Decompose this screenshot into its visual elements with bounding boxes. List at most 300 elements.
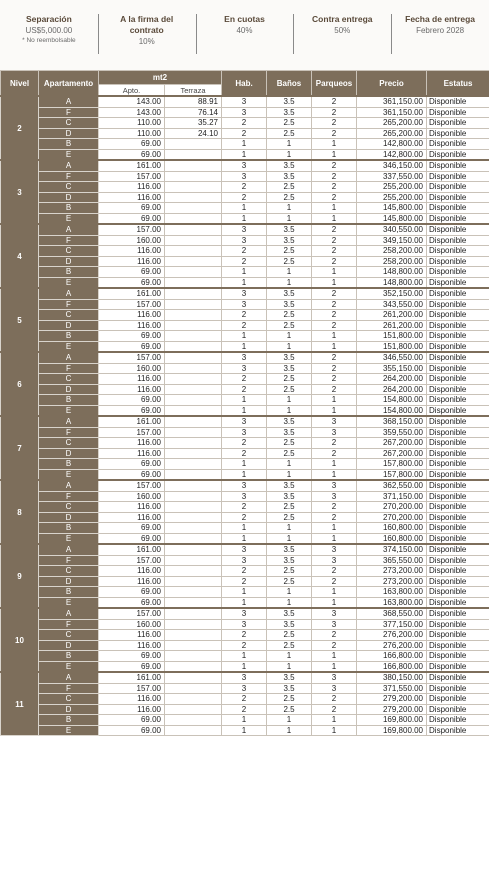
cell-apto-m2: 161.00 <box>99 544 165 555</box>
cell-hab: 2 <box>222 374 267 385</box>
cell-apartamento: A <box>39 224 99 235</box>
cell-apartamento: D <box>39 448 99 459</box>
table-row <box>1 576 489 587</box>
table-row <box>1 619 489 630</box>
cell-apartamento: F <box>39 683 99 694</box>
cell-hab: 3 <box>222 363 267 374</box>
cell-banos: 2.5 <box>267 128 312 139</box>
cell-apartamento: C <box>39 118 99 129</box>
table-row <box>1 587 489 598</box>
cell-parqueos: 1 <box>312 341 357 352</box>
cell-precio: 368,550.00 <box>357 608 427 619</box>
cell-terraza-m2: 76.14 <box>165 107 222 118</box>
table-body <box>1 96 489 736</box>
cell-apartamento: C <box>39 310 99 321</box>
cell-precio: 276,200.00 <box>357 630 427 641</box>
cell-parqueos: 2 <box>312 502 357 513</box>
cell-banos: 3.5 <box>267 619 312 630</box>
cell-parqueos: 1 <box>312 715 357 726</box>
cell-apartamento: B <box>39 715 99 726</box>
cell-banos: 3.5 <box>267 96 312 107</box>
cell-terraza-m2 <box>165 256 222 267</box>
cell-banos: 3.5 <box>267 672 312 683</box>
cell-parqueos: 2 <box>312 374 357 385</box>
cell-estatus: Disponible <box>427 331 489 342</box>
cell-apto-m2: 116.00 <box>99 640 165 651</box>
cell-precio: 265,200.00 <box>357 118 427 129</box>
cell-hab: 2 <box>222 448 267 459</box>
cell-apartamento: C <box>39 246 99 257</box>
cell-apto-m2: 116.00 <box>99 438 165 449</box>
cell-estatus: Disponible <box>427 438 489 449</box>
cell-apto-m2: 157.00 <box>99 480 165 491</box>
cell-estatus: Disponible <box>427 469 489 480</box>
cell-apartamento: B <box>39 459 99 470</box>
cell-apto-m2: 160.00 <box>99 363 165 374</box>
cell-apartamento: D <box>39 192 99 203</box>
cell-banos: 3.5 <box>267 480 312 491</box>
cell-precio: 148,800.00 <box>357 267 427 278</box>
cell-apto-m2: 157.00 <box>99 171 165 182</box>
term-label: Contra entrega <box>312 14 373 24</box>
cell-precio: 151,800.00 <box>357 331 427 342</box>
cell-apartamento: F <box>39 555 99 566</box>
cell-parqueos: 3 <box>312 416 357 427</box>
cell-apto-m2: 69.00 <box>99 341 165 352</box>
cell-banos: 2.5 <box>267 566 312 577</box>
cell-banos: 1 <box>267 405 312 416</box>
cell-precio: 279,200.00 <box>357 694 427 705</box>
cell-hab: 3 <box>222 672 267 683</box>
cell-apartamento: E <box>39 213 99 224</box>
cell-apto-m2: 116.00 <box>99 320 165 331</box>
cell-terraza-m2 <box>165 182 222 193</box>
cell-banos: 3.5 <box>267 235 312 246</box>
table-row <box>1 725 489 736</box>
cell-terraza-m2 <box>165 438 222 449</box>
cell-estatus: Disponible <box>427 405 489 416</box>
cell-precio: 346,550.00 <box>357 352 427 363</box>
cell-precio: 142,800.00 <box>357 139 427 150</box>
cell-precio: 157,800.00 <box>357 469 427 480</box>
cell-precio: 349,150.00 <box>357 235 427 246</box>
cell-hab: 3 <box>222 299 267 310</box>
cell-apto-m2: 116.00 <box>99 630 165 641</box>
header-banos: Baños <box>267 71 312 97</box>
cell-apto-m2: 69.00 <box>99 533 165 544</box>
cell-parqueos: 3 <box>312 683 357 694</box>
cell-parqueos: 3 <box>312 608 357 619</box>
cell-parqueos: 2 <box>312 448 357 459</box>
cell-terraza-m2 <box>165 608 222 619</box>
cell-apto-m2: 160.00 <box>99 491 165 502</box>
cell-estatus: Disponible <box>427 107 489 118</box>
cell-banos: 1 <box>267 213 312 224</box>
cell-apto-m2: 157.00 <box>99 608 165 619</box>
term-contra-entrega <box>293 0 391 70</box>
term-value: 50% <box>334 26 351 35</box>
table-row <box>1 171 489 182</box>
cell-hab: 3 <box>222 555 267 566</box>
table-row <box>1 427 489 438</box>
cell-apartamento: B <box>39 651 99 662</box>
cell-hab: 1 <box>222 395 267 406</box>
cell-estatus: Disponible <box>427 171 489 182</box>
cell-estatus: Disponible <box>427 704 489 715</box>
cell-terraza-m2 <box>165 480 222 491</box>
header-parqueos: Parqueos <box>312 71 357 97</box>
cell-terraza-m2 <box>165 491 222 502</box>
cell-terraza-m2 <box>165 672 222 683</box>
cell-terraza-m2 <box>165 587 222 598</box>
cell-banos: 2.5 <box>267 320 312 331</box>
cell-hab: 3 <box>222 608 267 619</box>
cell-estatus: Disponible <box>427 587 489 598</box>
cell-banos: 2.5 <box>267 374 312 385</box>
term-fecha-entrega <box>391 0 489 70</box>
cell-apartamento: E <box>39 341 99 352</box>
cell-precio: 371,550.00 <box>357 683 427 694</box>
table-row <box>1 192 489 203</box>
cell-terraza-m2 <box>165 246 222 257</box>
cell-apartamento: A <box>39 608 99 619</box>
cell-terraza-m2 <box>165 512 222 523</box>
cell-terraza-m2 <box>165 320 222 331</box>
cell-hab: 1 <box>222 651 267 662</box>
cell-terraza-m2 <box>165 363 222 374</box>
cell-hab: 2 <box>222 256 267 267</box>
cell-precio: 371,150.00 <box>357 491 427 502</box>
cell-banos: 2.5 <box>267 502 312 513</box>
cell-apartamento: B <box>39 267 99 278</box>
cell-apto-m2: 69.00 <box>99 715 165 726</box>
cell-terraza-m2 <box>165 683 222 694</box>
cell-parqueos: 2 <box>312 171 357 182</box>
cell-precio: 276,200.00 <box>357 640 427 651</box>
cell-banos: 1 <box>267 277 312 288</box>
table-row <box>1 363 489 374</box>
cell-estatus: Disponible <box>427 139 489 150</box>
cell-terraza-m2 <box>165 544 222 555</box>
cell-parqueos: 1 <box>312 651 357 662</box>
cell-hab: 1 <box>222 587 267 598</box>
cell-banos: 3.5 <box>267 288 312 299</box>
cell-hab: 2 <box>222 192 267 203</box>
cell-apartamento: D <box>39 704 99 715</box>
cell-apto-m2: 69.00 <box>99 395 165 406</box>
cell-terraza-m2 <box>165 192 222 203</box>
table-row <box>1 448 489 459</box>
cell-terraza-m2 <box>165 341 222 352</box>
cell-terraza-m2 <box>165 235 222 246</box>
cell-precio: 258,200.00 <box>357 256 427 267</box>
cell-apartamento: B <box>39 203 99 214</box>
cell-precio: 255,200.00 <box>357 192 427 203</box>
cell-apartamento: C <box>39 502 99 513</box>
header-mt2: mt2 <box>99 71 222 85</box>
cell-nivel: 3 <box>1 160 39 224</box>
cell-terraza-m2 <box>165 331 222 342</box>
cell-banos: 3.5 <box>267 555 312 566</box>
cell-hab: 1 <box>222 715 267 726</box>
term-value: 40% <box>236 26 253 35</box>
cell-estatus: Disponible <box>427 288 489 299</box>
cell-nivel: 7 <box>1 416 39 480</box>
cell-precio: 270,200.00 <box>357 502 427 513</box>
cell-apto-m2: 69.00 <box>99 661 165 672</box>
table-row <box>1 597 489 608</box>
cell-banos: 1 <box>267 587 312 598</box>
cell-apto-m2: 116.00 <box>99 182 165 193</box>
cell-apartamento: D <box>39 384 99 395</box>
cell-estatus: Disponible <box>427 352 489 363</box>
cell-banos: 1 <box>267 395 312 406</box>
cell-apartamento: F <box>39 235 99 246</box>
cell-hab: 1 <box>222 661 267 672</box>
cell-apartamento: C <box>39 694 99 705</box>
cell-hab: 1 <box>222 469 267 480</box>
cell-apto-m2: 69.00 <box>99 331 165 342</box>
cell-hab: 2 <box>222 438 267 449</box>
cell-precio: 340,550.00 <box>357 224 427 235</box>
cell-estatus: Disponible <box>427 416 489 427</box>
term-separacion <box>0 0 98 70</box>
cell-parqueos: 2 <box>312 128 357 139</box>
cell-precio: 154,800.00 <box>357 405 427 416</box>
cell-precio: 258,200.00 <box>357 246 427 257</box>
cell-banos: 1 <box>267 149 312 160</box>
cell-banos: 1 <box>267 459 312 470</box>
cell-parqueos: 2 <box>312 182 357 193</box>
cell-estatus: Disponible <box>427 512 489 523</box>
header-nivel: Nivel <box>1 71 39 97</box>
cell-apto-m2: 69.00 <box>99 149 165 160</box>
cell-apartamento: F <box>39 171 99 182</box>
cell-terraza-m2 <box>165 288 222 299</box>
cell-parqueos: 3 <box>312 491 357 502</box>
cell-hab: 1 <box>222 533 267 544</box>
cell-apto-m2: 69.00 <box>99 597 165 608</box>
cell-precio: 355,150.00 <box>357 363 427 374</box>
table-row <box>1 256 489 267</box>
cell-parqueos: 2 <box>312 192 357 203</box>
cell-apto-m2: 161.00 <box>99 160 165 171</box>
table-row <box>1 384 489 395</box>
cell-terraza-m2: 35.27 <box>165 118 222 129</box>
cell-parqueos: 2 <box>312 224 357 235</box>
cell-hab: 3 <box>222 235 267 246</box>
cell-apto-m2: 69.00 <box>99 203 165 214</box>
cell-parqueos: 2 <box>312 96 357 107</box>
cell-hab: 2 <box>222 246 267 257</box>
cell-terraza-m2 <box>165 502 222 513</box>
table-row <box>1 267 489 278</box>
cell-apartamento: A <box>39 288 99 299</box>
cell-hab: 3 <box>222 352 267 363</box>
cell-apto-m2: 116.00 <box>99 448 165 459</box>
table-row <box>1 139 489 150</box>
cell-terraza-m2 <box>165 395 222 406</box>
cell-terraza-m2: 88.91 <box>165 96 222 107</box>
cell-precio: 337,550.00 <box>357 171 427 182</box>
cell-banos: 2.5 <box>267 694 312 705</box>
cell-apto-m2: 69.00 <box>99 267 165 278</box>
cell-apto-m2: 69.00 <box>99 587 165 598</box>
cell-parqueos: 1 <box>312 405 357 416</box>
cell-precio: 267,200.00 <box>357 448 427 459</box>
cell-hab: 1 <box>222 267 267 278</box>
cell-apto-m2: 116.00 <box>99 246 165 257</box>
table-row <box>1 203 489 214</box>
cell-apto-m2: 69.00 <box>99 523 165 534</box>
cell-estatus: Disponible <box>427 619 489 630</box>
cell-estatus: Disponible <box>427 395 489 406</box>
term-label: En cuotas <box>224 14 265 24</box>
cell-hab: 1 <box>222 213 267 224</box>
cell-hab: 2 <box>222 630 267 641</box>
table-row <box>1 661 489 672</box>
cell-apartamento: A <box>39 352 99 363</box>
cell-apto-m2: 157.00 <box>99 352 165 363</box>
cell-terraza-m2 <box>165 405 222 416</box>
cell-apto-m2: 116.00 <box>99 384 165 395</box>
cell-hab: 1 <box>222 341 267 352</box>
cell-estatus: Disponible <box>427 608 489 619</box>
cell-estatus: Disponible <box>427 566 489 577</box>
table-row <box>1 320 489 331</box>
cell-apto-m2: 160.00 <box>99 235 165 246</box>
cell-precio: 264,200.00 <box>357 374 427 385</box>
cell-banos: 2.5 <box>267 704 312 715</box>
cell-parqueos: 2 <box>312 630 357 641</box>
cell-apartamento: A <box>39 480 99 491</box>
cell-banos: 2.5 <box>267 192 312 203</box>
cell-nivel: 8 <box>1 480 39 544</box>
cell-terraza-m2 <box>165 352 222 363</box>
table-row <box>1 566 489 577</box>
cell-terraza-m2 <box>165 277 222 288</box>
cell-terraza-m2 <box>165 310 222 321</box>
cell-banos: 1 <box>267 341 312 352</box>
cell-banos: 3.5 <box>267 299 312 310</box>
cell-apto-m2: 69.00 <box>99 277 165 288</box>
cell-nivel: 9 <box>1 544 39 608</box>
cell-parqueos: 1 <box>312 469 357 480</box>
cell-terraza-m2 <box>165 203 222 214</box>
cell-parqueos: 2 <box>312 320 357 331</box>
cell-estatus: Disponible <box>427 203 489 214</box>
cell-parqueos: 2 <box>312 299 357 310</box>
cell-parqueos: 1 <box>312 139 357 150</box>
cell-hab: 2 <box>222 384 267 395</box>
cell-banos: 2.5 <box>267 384 312 395</box>
cell-precio: 361,150.00 <box>357 96 427 107</box>
cell-terraza-m2 <box>165 459 222 470</box>
cell-estatus: Disponible <box>427 277 489 288</box>
cell-precio: 148,800.00 <box>357 277 427 288</box>
cell-terraza-m2 <box>165 213 222 224</box>
cell-hab: 3 <box>222 491 267 502</box>
cell-parqueos: 2 <box>312 704 357 715</box>
cell-banos: 1 <box>267 139 312 150</box>
table-row <box>1 651 489 662</box>
cell-hab: 2 <box>222 320 267 331</box>
table-row <box>1 683 489 694</box>
cell-hab: 3 <box>222 427 267 438</box>
cell-apto-m2: 157.00 <box>99 683 165 694</box>
cell-hab: 1 <box>222 405 267 416</box>
cell-estatus: Disponible <box>427 320 489 331</box>
cell-precio: 157,800.00 <box>357 459 427 470</box>
price-table <box>0 70 489 736</box>
cell-precio: 279,200.00 <box>357 704 427 715</box>
cell-nivel: 5 <box>1 288 39 352</box>
cell-estatus: Disponible <box>427 128 489 139</box>
cell-terraza-m2 <box>165 416 222 427</box>
cell-parqueos: 1 <box>312 661 357 672</box>
term-value: 10% <box>138 37 155 46</box>
table-row <box>1 469 489 480</box>
cell-estatus: Disponible <box>427 544 489 555</box>
cell-estatus: Disponible <box>427 160 489 171</box>
term-value: Febrero 2028 <box>416 26 465 35</box>
cell-apartamento: F <box>39 107 99 118</box>
cell-apartamento: B <box>39 523 99 534</box>
cell-parqueos: 1 <box>312 523 357 534</box>
cell-estatus: Disponible <box>427 448 489 459</box>
cell-parqueos: 2 <box>312 160 357 171</box>
cell-precio: 160,800.00 <box>357 523 427 534</box>
cell-hab: 1 <box>222 597 267 608</box>
cell-precio: 145,800.00 <box>357 203 427 214</box>
table-row <box>1 523 489 534</box>
cell-precio: 154,800.00 <box>357 395 427 406</box>
cell-terraza-m2 <box>165 384 222 395</box>
cell-apartamento: F <box>39 427 99 438</box>
cell-apto-m2: 69.00 <box>99 405 165 416</box>
cell-parqueos: 1 <box>312 459 357 470</box>
cell-parqueos: 2 <box>312 235 357 246</box>
cell-banos: 1 <box>267 661 312 672</box>
cell-precio: 365,550.00 <box>357 555 427 566</box>
cell-banos: 3.5 <box>267 352 312 363</box>
cell-estatus: Disponible <box>427 256 489 267</box>
cell-nivel: 10 <box>1 608 39 672</box>
cell-terraza-m2 <box>165 619 222 630</box>
cell-estatus: Disponible <box>427 118 489 129</box>
cell-parqueos: 2 <box>312 352 357 363</box>
cell-apartamento: F <box>39 619 99 630</box>
cell-hab: 2 <box>222 512 267 523</box>
cell-estatus: Disponible <box>427 192 489 203</box>
cell-apto-m2: 161.00 <box>99 672 165 683</box>
cell-banos: 2.5 <box>267 448 312 459</box>
cell-apartamento: E <box>39 277 99 288</box>
table-row <box>1 512 489 523</box>
cell-parqueos: 2 <box>312 107 357 118</box>
cell-parqueos: 1 <box>312 533 357 544</box>
term-cuotas <box>196 0 294 70</box>
cell-apto-m2: 69.00 <box>99 469 165 480</box>
cell-terraza-m2 <box>165 533 222 544</box>
cell-apto-m2: 110.00 <box>99 128 165 139</box>
cell-hab: 2 <box>222 704 267 715</box>
cell-parqueos: 2 <box>312 438 357 449</box>
cell-parqueos: 1 <box>312 203 357 214</box>
cell-terraza-m2: 24.10 <box>165 128 222 139</box>
cell-apto-m2: 116.00 <box>99 502 165 513</box>
table-row <box>1 416 489 427</box>
